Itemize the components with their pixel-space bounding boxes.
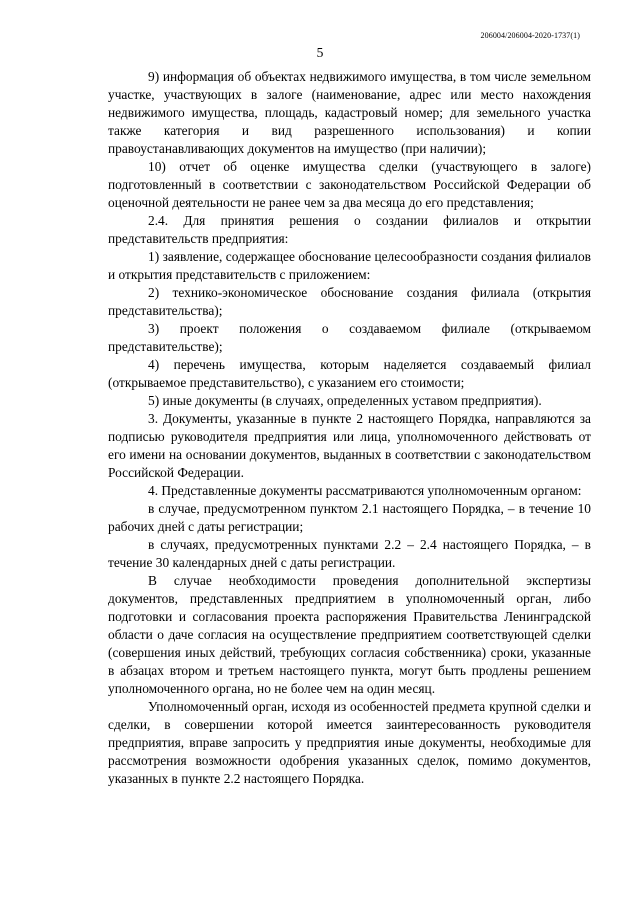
- paragraph-2-4-item-3: 3) проект положения о создаваемом филиале (открываемом представительстве);: [108, 321, 591, 354]
- paragraph-2-4-item-5: 5) иные документы (в случаях, определенных уставом предприятия).: [148, 393, 542, 408]
- paragraph-2-4-item-4: 4) перечень имущества, которым наделяется создаваемый филиал (открываемое представительство), с указанием его стоимости;: [108, 357, 591, 390]
- paragraph-additional-documents: Уполномоченный орган, исходя из особенностей предмета крупной сделки и сделки, в совершении которой имеется заинтересованность руководителя предприятия, вправе запросить у предприятия иные документы, необходимые для рассмотрения возможности одобрения указанных сделок, помимо документов, указанных в пункте 2.2 настоящего Порядка.: [108, 699, 591, 786]
- page-number: 5: [316, 45, 324, 60]
- document-id: 206004/206004-2020-1737(1): [480, 31, 580, 40]
- document-body: [108, 68, 591, 788]
- paragraph-section-2-4: 2.4. Для принятия решения о создании филиалов и открытии представительств предприятия:: [108, 213, 591, 246]
- paragraph-term-2-1: в случае, предусмотренном пунктом 2.1 настоящего Порядка, – в течение 10 рабочих дней с даты регистрации;: [108, 501, 591, 534]
- paragraph-term-2-2-2-4: в случаях, предусмотренных пунктами 2.2 – 2.4 настоящего Порядка, – в течение 30 календарных дней с даты регистрации.: [108, 537, 591, 570]
- paragraph-2-4-item-1: 1) заявление, содержащее обоснование целесообразности создания филиалов и открытия представительств с приложением:: [108, 249, 591, 282]
- paragraph-item-10: 10) отчет об оценке имущества сделки (участвующего в залоге) подготовленный в соответствии с законодательством Российской Федерации об оценочной деятельности не ранее чем за два месяца до его представления;: [108, 159, 591, 210]
- paragraph-2-4-item-2: 2) технико-экономическое обоснование создания филиала (открытия представительства);: [108, 285, 591, 318]
- paragraph-item-9: 9) информация об объектах недвижимого имущества, в том числе земельном участке, участвующих в залоге (наименование, адрес или место нахождения недвижимого имущества, площадь, кадастровый номер; для земельного участка также категория и вид разрешенного использования) и копии правоустанавливающих документов на имущество (при наличии);: [108, 69, 591, 156]
- paragraph-extension: В случае необходимости проведения дополнительной экспертизы документов, представленных предприятием в уполномоченный орган, либо подготовки и согласования проекта распоряжения Правительства Ленинградской области о даче согласия на осуществление предприятием соответствующей сделки (совершения иных действий, требующих согласия собственника) сроки, указанные в абзацах втором и третьем настоящего пункта, могут быть продлены решением уполномоченного органа, но не более чем на один месяц.: [108, 573, 591, 696]
- paragraph-section-4: 4. Представленные документы рассматриваются уполномоченным органом:: [148, 483, 582, 498]
- paragraph-section-3: 3. Документы, указанные в пункте 2 настоящего Порядка, направляются за подписью руководителя предприятия или лица, уполномоченного действовать от его имени на основании документов, выданных в соответствии с законодательством Российской Федерации.: [108, 411, 591, 480]
